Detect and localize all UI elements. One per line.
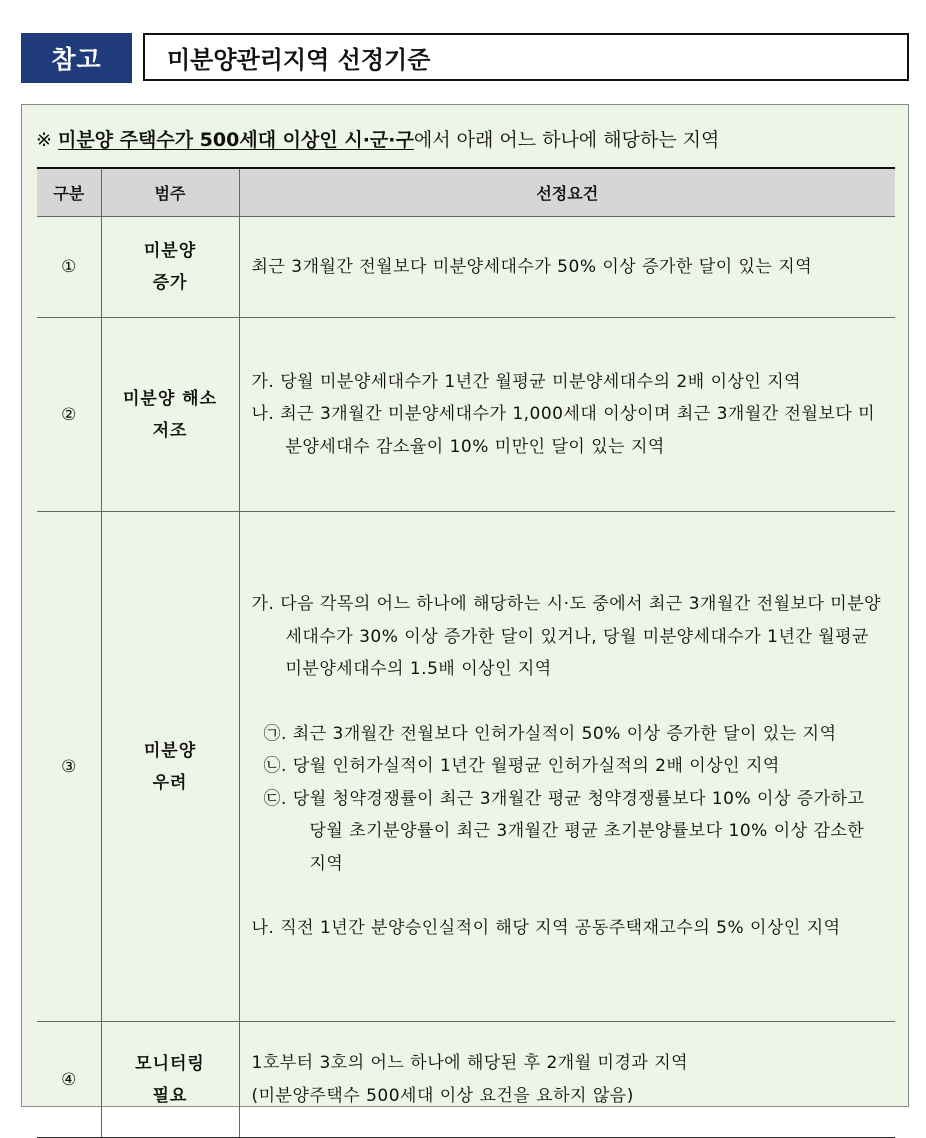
table-row — [37, 1022, 895, 1138]
requirement-subitem: ㉠. 최근 3개월간 전월보다 인허가실적이 50% 이상 증가한 달이 있는 지역 — [263, 723, 837, 744]
table-row — [37, 217, 895, 318]
row-category — [101, 1022, 239, 1138]
requirement-text: (미분양주택수 500세대 이상 요건을 요하지 않음) — [251, 1085, 634, 1106]
category-line: 저조 — [152, 420, 188, 441]
requirement-text: 최근 3개월간 전월보다 미분양세대수가 50% 이상 증가한 달이 있는 지역 — [251, 256, 813, 277]
category-line: 미분양 해소 — [122, 388, 218, 409]
note-underlined: 미분양 주택수가 500세대 이상인 시·군·구 — [57, 129, 414, 151]
row-category — [101, 318, 239, 512]
reference-tag: 참고 — [21, 33, 132, 83]
requirement-subitem: ㉢. 당월 청약경쟁률이 최근 3개월간 평균 청약경쟁률보다 10% 이상 증가하고 당월 초기분양률이 최근 3개월간 평균 초기분양률보다 10% 이상 감소한 지역 — [263, 788, 865, 874]
row-requirement — [239, 318, 895, 512]
row-requirement — [239, 217, 895, 318]
criteria-note — [36, 125, 719, 152]
criteria-panel — [21, 104, 909, 1107]
category-line: 미분양 — [143, 241, 197, 261]
note-mark: ※ — [36, 129, 52, 151]
category-line: 우려 — [152, 772, 188, 793]
page-title-text: 미분양관리지역 선정기준 — [167, 45, 431, 74]
row-requirement — [239, 512, 895, 1022]
criteria-table — [37, 167, 895, 1138]
row-category — [101, 512, 239, 1022]
category-line: 미분양 — [143, 740, 197, 761]
category-line: 증가 — [152, 273, 188, 293]
header-division: 구분 — [37, 168, 101, 217]
header-requirement: 선정요건 — [239, 168, 895, 217]
row-number: ② — [37, 318, 101, 512]
requirement-item: 가. 당월 미분양세대수가 1년간 월평균 미분양세대수의 2배 이상인 지역 — [251, 371, 802, 392]
table-row — [37, 318, 895, 512]
table-row — [37, 512, 895, 1022]
row-number: ① — [37, 217, 101, 318]
page-title — [143, 33, 909, 81]
table-header-row — [37, 168, 895, 217]
requirement-item: 나. 최근 3개월간 미분양세대수가 1,000세대 이상이며 최근 3개월간 전월보다 미분양세대수 감소율이 10% 미만인 달이 있는 지역 — [251, 404, 876, 457]
requirement-item: 나. 직전 1년간 분양승인실적이 해당 지역 공동주택재고수의 5% 이상인 지역 — [251, 918, 841, 939]
requirement-text: 1호부터 3호의 어느 하나에 해당된 후 2개월 미경과 지역 — [251, 1053, 689, 1073]
header-category: 범주 — [101, 168, 239, 217]
category-line: 필요 — [152, 1085, 188, 1106]
row-number: ④ — [37, 1022, 101, 1138]
row-category — [101, 217, 239, 318]
row-number: ③ — [37, 512, 101, 1022]
note-rest: 에서 아래 어느 하나에 해당하는 지역 — [413, 129, 720, 151]
requirement-item: 가. 다음 각목의 어느 하나에 해당하는 시·도 중에서 최근 3개월간 전월보다 미분양세대수가 30% 이상 증가한 달이 있거나, 당월 미분양세대수가 1년간 월평균 미분양세대수의 1.5배 이상인 지역 — [251, 594, 882, 680]
category-line: 모니터링 — [135, 1053, 205, 1074]
requirement-subitem: ㉡. 당월 인허가실적이 1년간 월평균 인허가실적의 2배 이상인 지역 — [263, 756, 780, 777]
row-requirement — [239, 1022, 895, 1138]
